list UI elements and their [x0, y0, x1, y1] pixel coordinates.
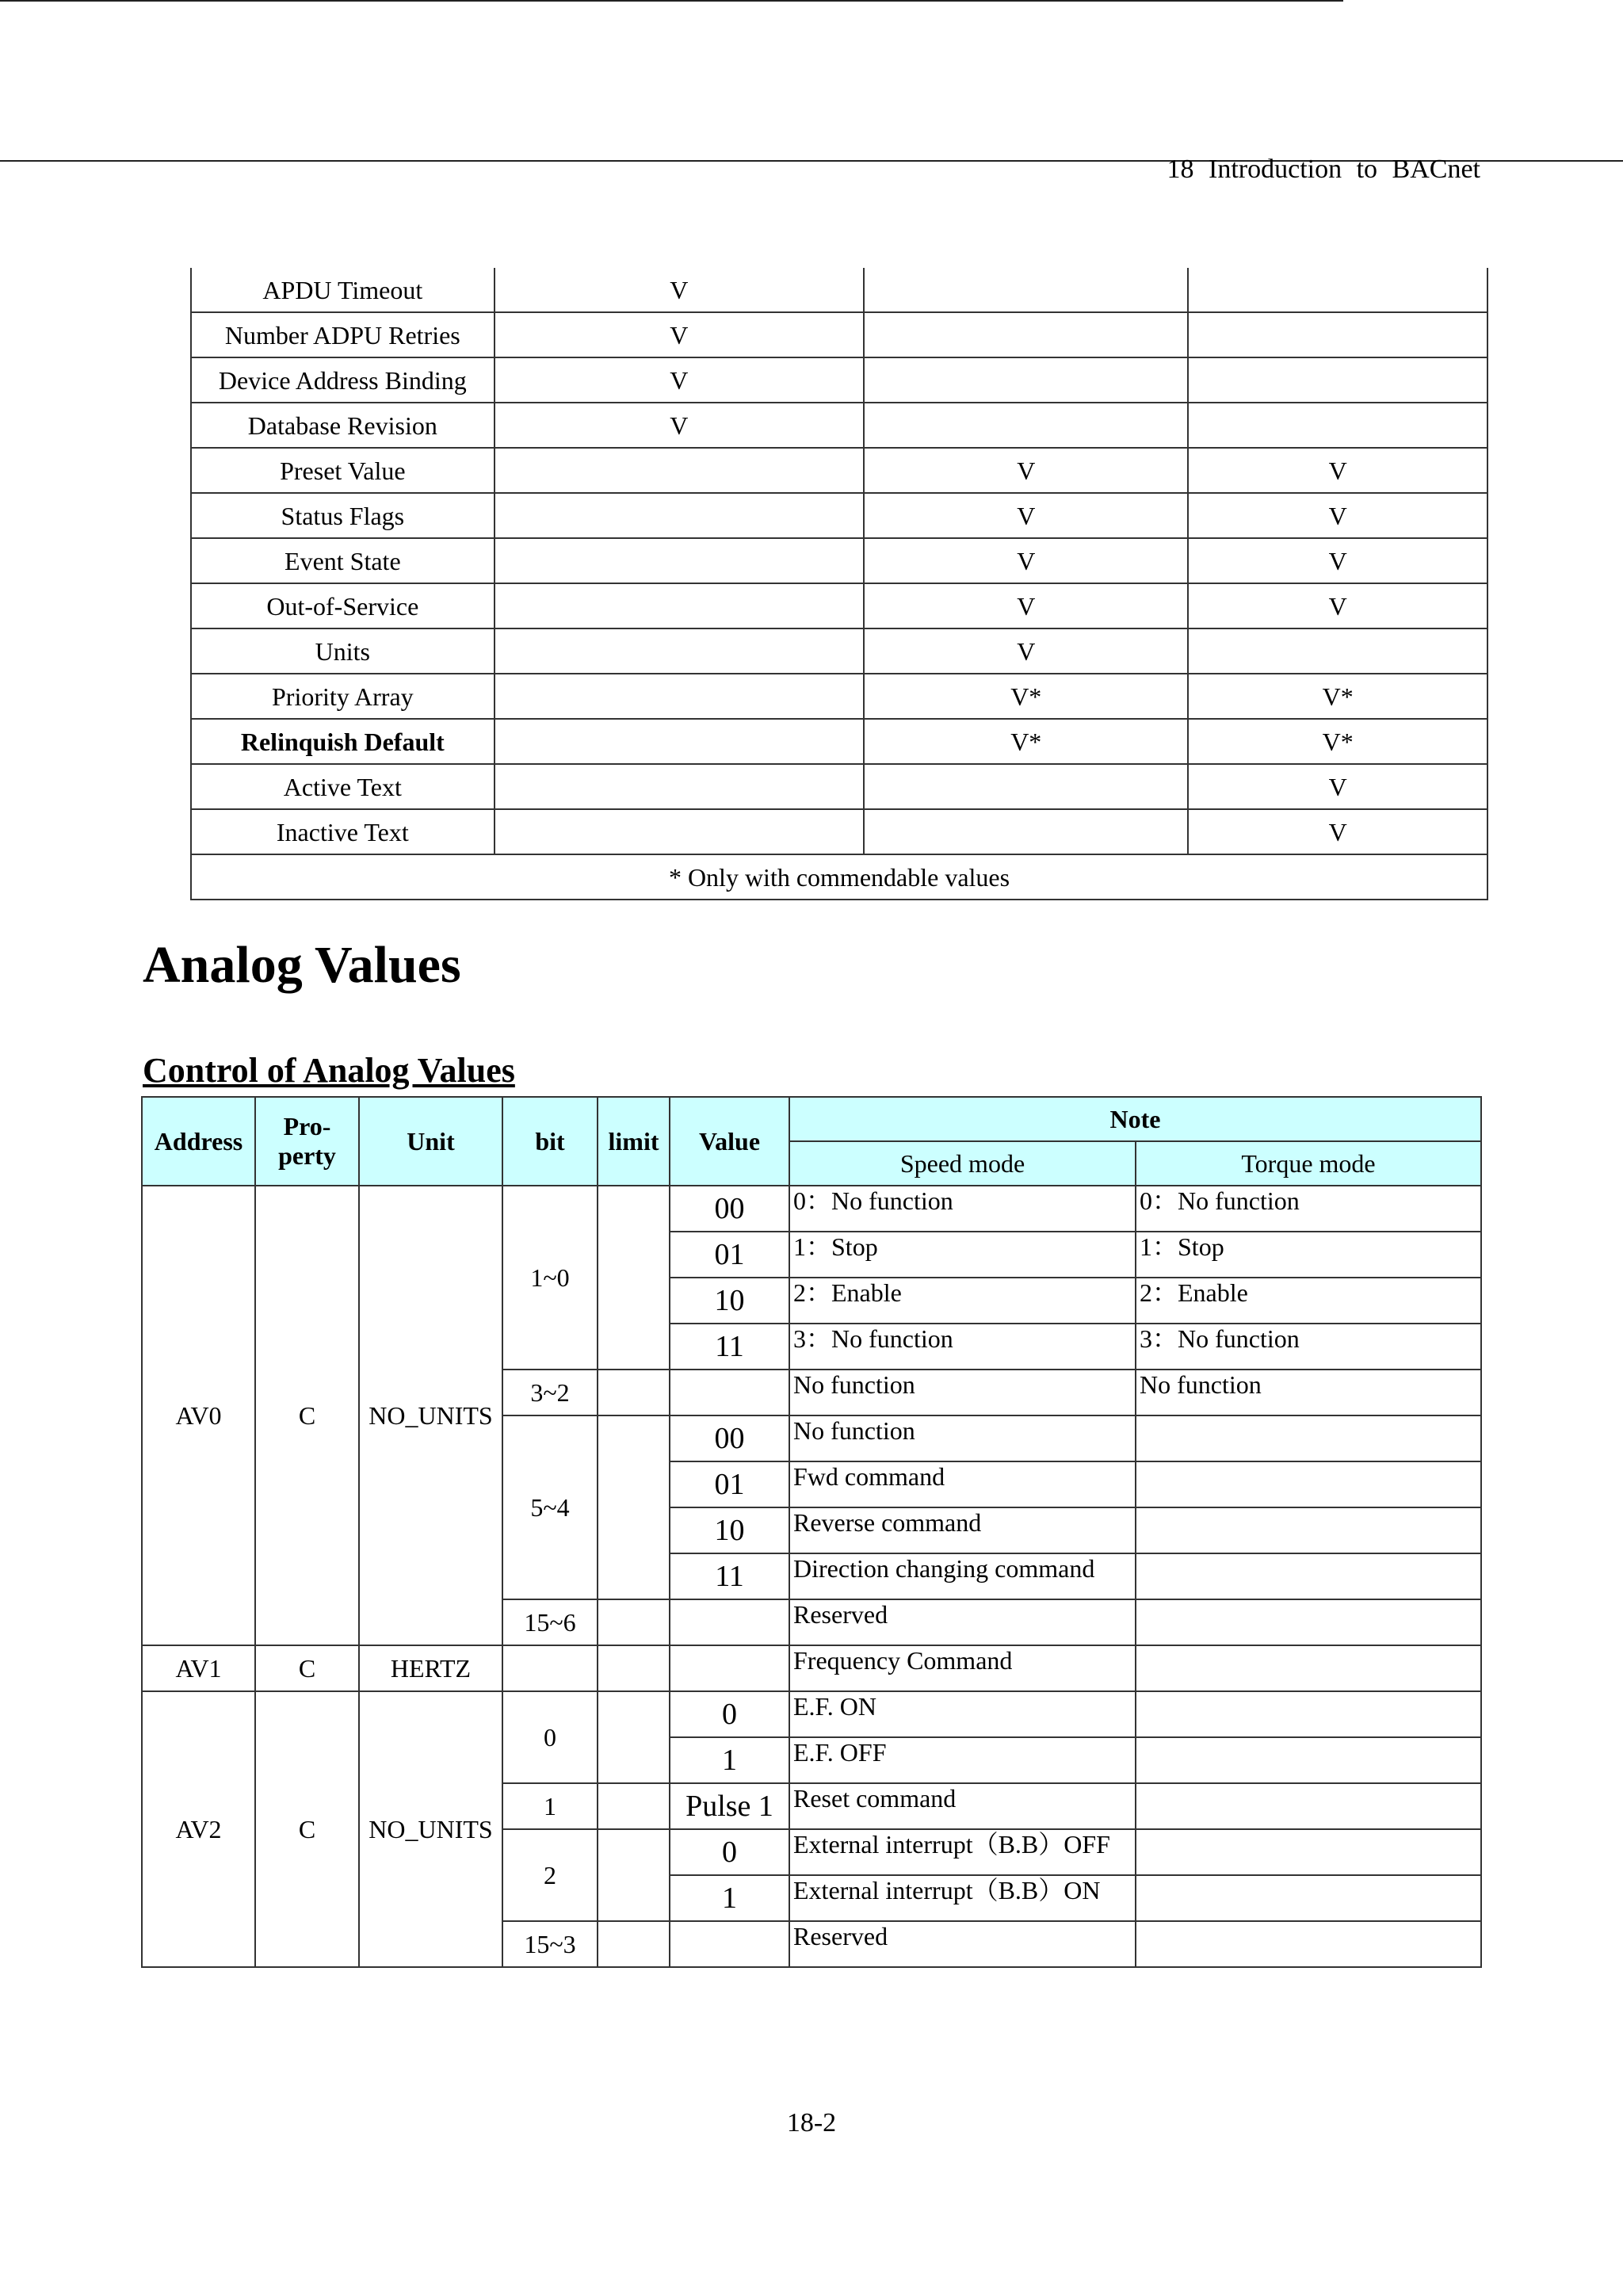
limit-cell [598, 1691, 670, 1783]
table-row [142, 1186, 1481, 1232]
section-title: Analog Values [143, 936, 461, 994]
torque-note-cell: 0：No function [1136, 1186, 1481, 1232]
column-1-cell [495, 448, 864, 493]
column-3-cell: V [1188, 493, 1487, 538]
bit-cell: 5~4 [502, 1415, 598, 1599]
column-2-cell: V* [864, 674, 1188, 719]
bit-cell: 1~0 [502, 1186, 598, 1370]
column-1-cell [495, 583, 864, 628]
table-row [191, 809, 1487, 854]
unit-cell: NO_UNITS [359, 1691, 502, 1967]
value-cell: 11 [670, 1553, 789, 1599]
property-name-cell: Database Revision [191, 403, 495, 448]
limit-cell [598, 1783, 670, 1829]
bit-cell: 15~3 [502, 1921, 598, 1967]
table-row [191, 719, 1487, 764]
unit-cell: NO_UNITS [359, 1186, 502, 1645]
header-torque-mode: Torque mode [1136, 1141, 1481, 1186]
property-name-cell: Device Address Binding [191, 357, 495, 403]
torque-note-cell [1136, 1691, 1481, 1737]
value-cell: 11 [670, 1324, 789, 1370]
speed-note-cell: Reserved [789, 1599, 1136, 1645]
table-row [191, 628, 1487, 674]
speed-note-cell: Reset command [789, 1783, 1136, 1829]
table-row [191, 538, 1487, 583]
control-table [141, 1096, 1482, 1968]
limit-cell [598, 1415, 670, 1599]
column-2-cell [864, 268, 1188, 312]
column-2-cell: V [864, 493, 1188, 538]
column-3-cell [1188, 628, 1487, 674]
property-name-cell: APDU Timeout [191, 268, 495, 312]
value-cell: 10 [670, 1507, 789, 1553]
unit-cell: HERTZ [359, 1645, 502, 1691]
value-cell: 1 [670, 1737, 789, 1783]
value-cell [670, 1645, 789, 1691]
limit-cell [598, 1921, 670, 1967]
property-cell: C [255, 1645, 359, 1691]
property-name-cell: Preset Value [191, 448, 495, 493]
value-cell: 0 [670, 1829, 789, 1875]
column-2-cell [864, 312, 1188, 357]
torque-note-cell [1136, 1599, 1481, 1645]
column-3-cell: V [1188, 809, 1487, 854]
torque-note-cell: No function [1136, 1370, 1481, 1415]
bit-cell: 0 [502, 1691, 598, 1783]
column-2-cell [864, 403, 1188, 448]
table-row [191, 357, 1487, 403]
column-2-cell: V [864, 538, 1188, 583]
speed-note-cell: E.F. ON [789, 1691, 1136, 1737]
bit-cell: 3~2 [502, 1370, 598, 1415]
bit-cell: 1 [502, 1783, 598, 1829]
table-row [142, 1691, 1481, 1737]
value-cell: 01 [670, 1232, 789, 1278]
torque-note-cell [1136, 1461, 1481, 1507]
page-number: 18-2 [786, 2108, 837, 2137]
column-3-cell: V [1188, 538, 1487, 583]
bit-cell [502, 1645, 598, 1691]
column-3-cell: V* [1188, 674, 1487, 719]
header-speed-mode: Speed mode [789, 1141, 1136, 1186]
column-2-cell: V [864, 583, 1188, 628]
column-3-cell [1188, 357, 1487, 403]
speed-note-cell: No function [789, 1415, 1136, 1461]
torque-note-cell [1136, 1645, 1481, 1691]
property-table-body [191, 268, 1487, 900]
speed-note-cell: Frequency Command [789, 1645, 1136, 1691]
property-table [190, 268, 1488, 900]
speed-note-cell: 2：Enable [789, 1278, 1136, 1324]
value-cell: 00 [670, 1415, 789, 1461]
header-address: Address [142, 1097, 255, 1186]
column-2-cell [864, 357, 1188, 403]
limit-cell [598, 1829, 670, 1921]
column-1-cell: V [495, 268, 864, 312]
value-cell: 00 [670, 1186, 789, 1232]
column-2-cell [864, 809, 1188, 854]
property-cell: C [255, 1186, 359, 1645]
footnote: * Only with commendable values [191, 854, 1487, 900]
footer-rule [0, 0, 1343, 2]
property-cell: C [255, 1691, 359, 1967]
header-value: Value [670, 1097, 789, 1186]
property-name-cell: Status Flags [191, 493, 495, 538]
column-1-cell: V [495, 357, 864, 403]
table-row [191, 403, 1487, 448]
property-name-cell: Number ADPU Retries [191, 312, 495, 357]
table-row [191, 312, 1487, 357]
column-3-cell: V [1188, 448, 1487, 493]
column-1-cell [495, 628, 864, 674]
property-name-cell: Inactive Text [191, 809, 495, 854]
value-cell [670, 1370, 789, 1415]
speed-note-cell: No function [789, 1370, 1136, 1415]
torque-note-cell [1136, 1783, 1481, 1829]
column-1-cell: V [495, 403, 864, 448]
property-name-cell: Relinquish Default [191, 719, 495, 764]
limit-cell [598, 1645, 670, 1691]
table-row [191, 268, 1487, 312]
torque-note-cell [1136, 1507, 1481, 1553]
table-row [191, 493, 1487, 538]
torque-note-cell [1136, 1415, 1481, 1461]
table-row [191, 764, 1487, 809]
speed-note-cell: External interrupt（B.B）ON [789, 1875, 1136, 1921]
torque-note-cell [1136, 1553, 1481, 1599]
property-name-cell: Units [191, 628, 495, 674]
column-2-cell: V* [864, 719, 1188, 764]
torque-note-cell [1136, 1921, 1481, 1967]
column-2-cell: V [864, 448, 1188, 493]
torque-note-cell: 2：Enable [1136, 1278, 1481, 1324]
torque-note-cell [1136, 1875, 1481, 1921]
column-1-cell [495, 809, 864, 854]
footnote-row [191, 854, 1487, 900]
bit-cell: 15~6 [502, 1599, 598, 1645]
column-3-cell [1188, 403, 1487, 448]
column-3-cell: V [1188, 583, 1487, 628]
address-cell: AV0 [142, 1186, 255, 1645]
torque-note-cell [1136, 1737, 1481, 1783]
subsection-title: Control of Analog Values [143, 1051, 515, 1090]
header-bit: bit [502, 1097, 598, 1186]
property-name-cell: Event State [191, 538, 495, 583]
property-name-cell: Out-of-Service [191, 583, 495, 628]
value-cell: 1 [670, 1875, 789, 1921]
column-1-cell [495, 719, 864, 764]
value-cell [670, 1921, 789, 1967]
column-1-cell [495, 764, 864, 809]
value-cell: 01 [670, 1461, 789, 1507]
bit-cell: 2 [502, 1829, 598, 1921]
header-limit: limit [598, 1097, 670, 1186]
header-unit: Unit [359, 1097, 502, 1186]
chapter-header: 18 Introduction to BACnet [1167, 155, 1480, 184]
torque-note-cell: 3：No function [1136, 1324, 1481, 1370]
header-property: Pro- perty [255, 1097, 359, 1186]
speed-note-cell: 0：No function [789, 1186, 1136, 1232]
speed-note-cell: 3：No function [789, 1324, 1136, 1370]
speed-note-cell: E.F. OFF [789, 1737, 1136, 1783]
column-1-cell [495, 493, 864, 538]
property-name-cell: Priority Array [191, 674, 495, 719]
torque-note-cell [1136, 1829, 1481, 1875]
header-note: Note [789, 1097, 1481, 1141]
column-3-cell [1188, 268, 1487, 312]
property-name-cell: Active Text [191, 764, 495, 809]
speed-note-cell: Direction changing command [789, 1553, 1136, 1599]
limit-cell [598, 1370, 670, 1415]
column-1-cell: V [495, 312, 864, 357]
column-2-cell: V [864, 628, 1188, 674]
column-3-cell [1188, 312, 1487, 357]
speed-note-cell: Reserved [789, 1921, 1136, 1967]
table-row [191, 583, 1487, 628]
value-cell [670, 1599, 789, 1645]
speed-note-cell: Reverse command [789, 1507, 1136, 1553]
table-row [142, 1645, 1481, 1691]
limit-cell [598, 1599, 670, 1645]
address-cell: AV1 [142, 1645, 255, 1691]
address-cell: AV2 [142, 1691, 255, 1967]
torque-note-cell: 1：Stop [1136, 1232, 1481, 1278]
speed-note-cell: Fwd command [789, 1461, 1136, 1507]
speed-note-cell: 1：Stop [789, 1232, 1136, 1278]
table-row [191, 448, 1487, 493]
column-1-cell [495, 538, 864, 583]
column-3-cell: V [1188, 764, 1487, 809]
limit-cell [598, 1186, 670, 1370]
column-3-cell: V* [1188, 719, 1487, 764]
value-cell: 10 [670, 1278, 789, 1324]
table-row [191, 674, 1487, 719]
speed-note-cell: External interrupt（B.B）OFF [789, 1829, 1136, 1875]
column-2-cell [864, 764, 1188, 809]
value-cell: 0 [670, 1691, 789, 1737]
value-cell: Pulse 1 [670, 1783, 789, 1829]
column-1-cell [495, 674, 864, 719]
